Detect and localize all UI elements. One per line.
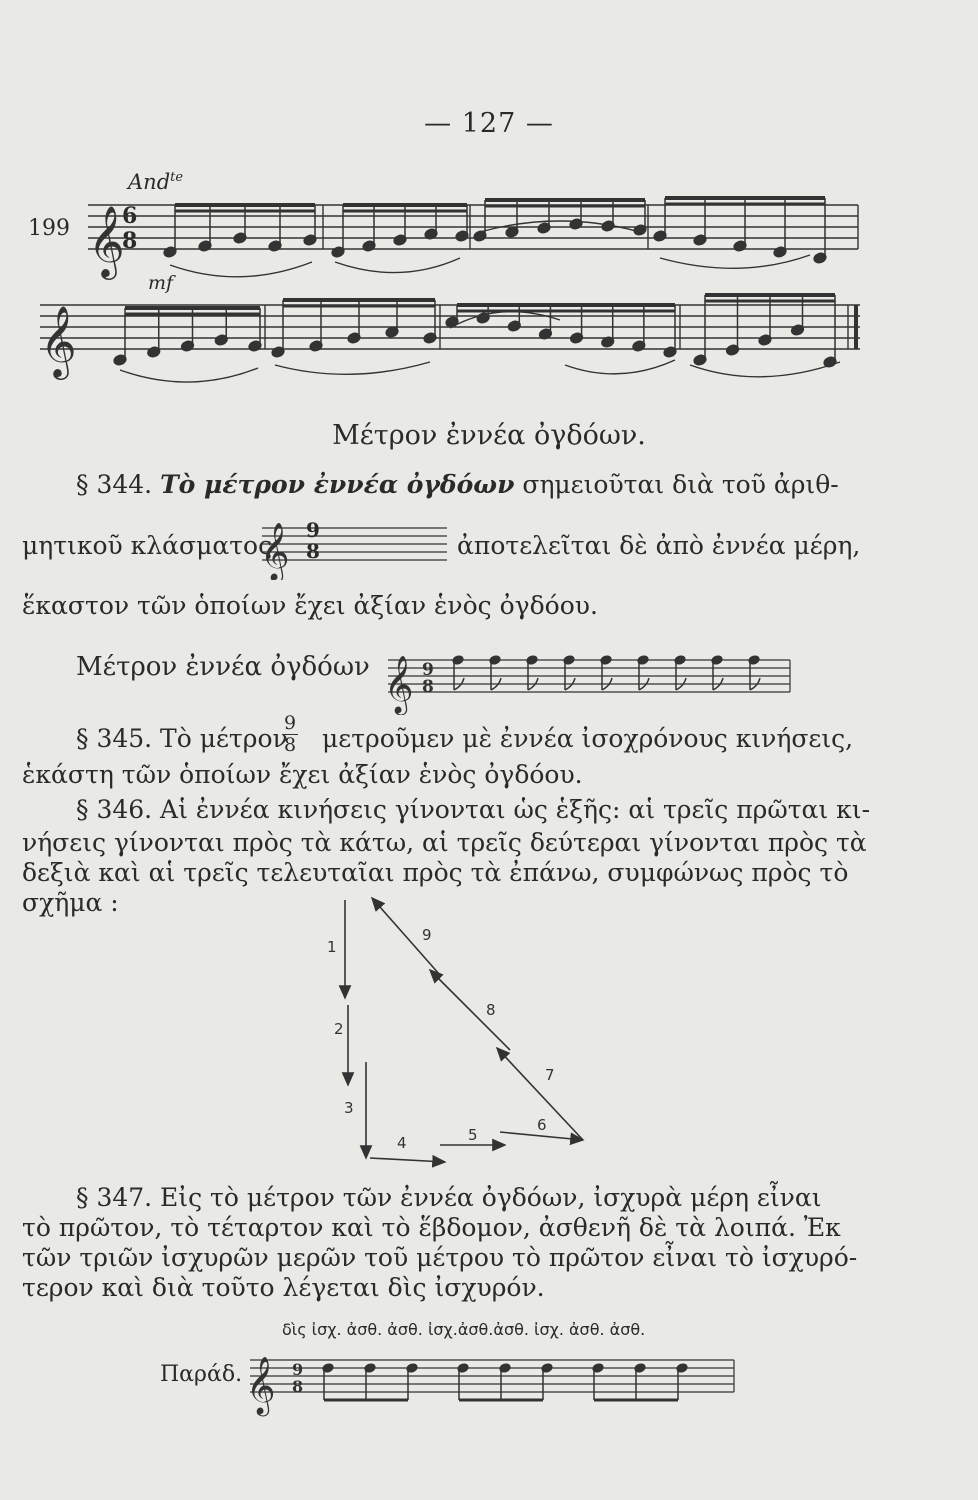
frac-bottom: 8 [283,734,297,756]
arrow-8 [430,970,510,1050]
label-2: 2 [334,1020,344,1038]
beat-labels: δὶς ἰσχ. ἀσθ. ἀσθ. ἰσχ.ἀσθ.ἀσθ. ἰσχ. ἀσθ. ἀσθ. [282,1320,646,1339]
label-4: 4 [397,1134,407,1152]
label-1: 1 [327,938,337,956]
para347-line3: τῶν τριῶν ἰσχυρῶν μερῶν τοῦ μέτρου τὸ πρῶτον εἶναι τὸ ἰσχυρό- [22,1243,858,1272]
para344-line2b: ἀποτελεῖται δὲ ἀπὸ ἐννέα μέρη, [457,531,861,560]
label-9: 9 [422,926,432,944]
parad-time-top: 9 [292,1360,304,1379]
label-5: 5 [468,1126,478,1144]
time-sig-top: 6 [122,203,138,229]
svg-text:𝄞: 𝄞 [88,204,125,277]
para344-line2a: μητικοῦ κλάσματος [22,531,273,560]
arrow-4 [370,1158,445,1162]
para344-line3: ἕκαστον τῶν ὁποίων ἔχει ἀξίαν ἑνὸς ὀγδόου. [22,591,598,620]
para344-term: Τὸ μέτρον ἐννέα ὀγδόων [160,470,515,499]
dynamic-marking: mf [148,272,174,294]
eight-bottom: 8 [422,677,434,697]
frac-top: 9 [283,712,297,734]
para347-line4: τερον καὶ διὰ τοῦτο λέγεται δὶς ἰσχυρόν. [22,1273,545,1302]
svg-text:𝄞: 𝄞 [246,1356,276,1414]
para345-line2: ἑκάστη τῶν ὁποίων ἔχει ἀξίαν ἑνὸς ὀγδόου. [22,760,583,789]
time-sig-small-top: 9 [306,518,320,542]
para347-line2: τὸ πρῶτον, τὸ τέταρτον καὶ τὸ ἕβδομον, ἀσθενῆ δὲ τὰ λοιπά. Ἐκ [22,1213,841,1242]
label-7: 7 [545,1066,555,1084]
para345-line1a: § 345. Τὸ μέτρον [76,724,288,753]
time-sig-small-bottom: 8 [306,539,320,563]
para346-line2: νήσεις γίνονται πρὸς τὰ κάτω, αἱ τρεῖς δεύτεραι γίνονται πρὸς τὰ [22,828,867,857]
para344-rest: σημειοῦται διὰ τοῦ ἀριθ- [522,470,839,499]
parad-staff [240,1338,740,1418]
parad-label: Παράδ. [160,1362,243,1387]
parad-time-bottom: 8 [292,1377,304,1396]
para347-line1: § 347. Εἰς τὸ μέτρον τῶν ἐννέα ὀγδόων, ἰσχυρὰ μέρη εἶναι [76,1183,822,1212]
tempo-sup: te [170,170,184,185]
label-8: 8 [486,1001,496,1019]
page-number: — 127 — [424,108,554,139]
section-heading: Μέτρον ἐννέα ὀγδόων. [332,420,646,451]
time-sig-bottom: 8 [122,228,138,254]
svg-text:𝄞: 𝄞 [384,655,414,713]
svg-text:𝄞: 𝄞 [260,522,290,580]
nine-top: 9 [422,660,434,680]
label-3: 3 [344,1099,354,1117]
para346-line4: σχῆμα : [22,888,119,917]
example-label: Μέτρον ἐννέα ὀγδόων [76,652,370,682]
label-6: 6 [537,1116,547,1134]
para344-num: § 344. [76,470,153,499]
tempo-text: And [128,170,171,194]
para346-line1: § 346. Αἱ ἐννέα κινήσεις γίνονται ὡς ἑξῆς: αἱ τρεῖς πρῶται κι- [76,795,871,824]
svg-text:𝄞: 𝄞 [40,304,77,377]
para346-line3: δεξιὰ καὶ αἱ τρεῖς τελευταῖαι πρὸς τὰ ἐπάνω, συμφώνως πρὸς τὸ [22,858,849,887]
para345-line1b: μετροῦμεν μὲ ἐννέα ἰσοχρόνους κινήσεις, [322,724,854,753]
example-number: 199 [28,216,70,241]
